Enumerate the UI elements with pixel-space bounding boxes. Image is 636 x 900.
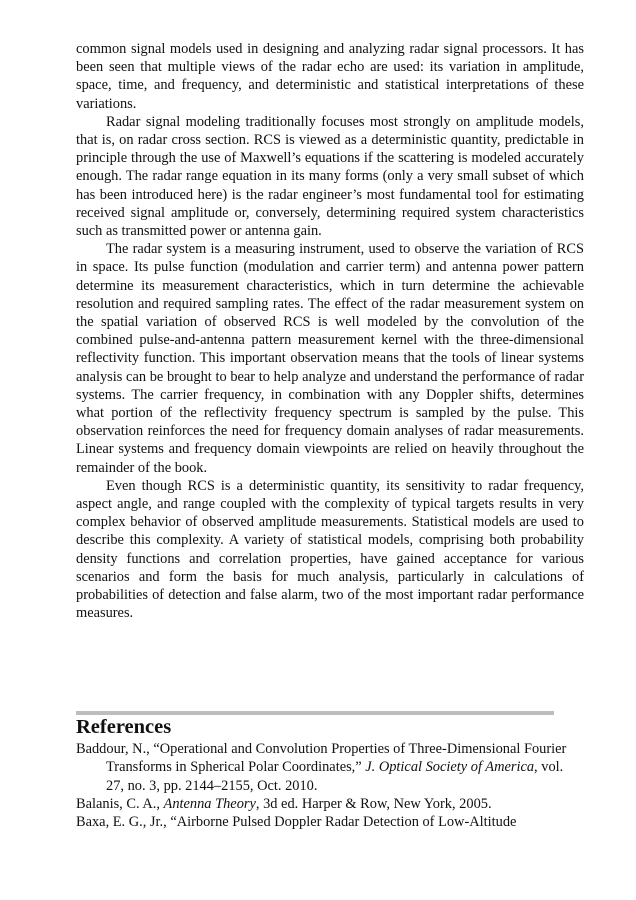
references-list [76, 740, 584, 831]
body-text [76, 40, 584, 623]
reference-text: Baxa, E. G., Jr., “Airborne Pulsed Doppler Radar Detection of Low-Altitude [76, 814, 517, 831]
reference-details: , 3d ed. Harper & Row, New York, 2005. [255, 795, 492, 812]
reference-journal: J. Optical Society of America [365, 759, 535, 776]
reference-details: , vol. 27, no. 3, pp. 2144–2155, Oct. 2010. [106, 759, 564, 794]
reference-item [76, 740, 584, 795]
body-paragraph-2: Radar signal modeling traditionally focuses most strongly on amplitude models, that is, on radar cross section. RCS is viewed as a deterministic quantity, predictable in principle through the use of Maxwell’s equations if the scattering is modeled accurately enough. The radar range equation in its many forms (only a very small subset of which has been introduced here) is the radar engineer’s most fundamental tool for estimating received signal amplitude or, conversely, determining required system characteristics such as transmitted power or antenna gain. [76, 113, 584, 240]
body-paragraph-1: common signal models used in designing and analyzing radar signal processors. It has been seen that multiple views of the radar echo are used: its variation in amplitude, space, time, and frequency, and deterministic and statistical interpretations of these variations. [76, 41, 584, 112]
reference-text: Baddour, N., “Operational and Convolution Properties of Three-Dimensional Fourier Transforms in Spherical Polar Coordinates,” [76, 741, 567, 776]
body-paragraph-4: Even though RCS is a deterministic quantity, its sensitivity to radar frequency, aspect angle, and range coupled with the complexity of typical targets results in very complex behavior of observed amplitude measurements. Statistical models are used to describe this complexity. A variety of statistical models, comprising both probability density functions and correlation properties, have gained acceptance for various scenarios and form the basis for much analysis, particularly in calculations of probabilities of detection and false alarm, two of the most important radar performance measures. [76, 477, 584, 622]
reference-book-title: Antenna Theory [163, 795, 256, 812]
body-paragraph-3: The radar system is a measuring instrument, used to observe the variation of RCS in space. Its pulse function (modulation and carrier term) and antenna power pattern determine its measurement characteristics, which in turn determine the achievable resolution and required sampling rates. The effect of the radar measurement system on the spatial variation of observed RCS is well modeled by the convolution of the combined pulse-and-antenna pattern measurement kernel with the three-dimensional reflectivity function. This important observation means that the tools of linear systems analysis can be brought to bear to help analyze and understand the performance of radar systems. The carrier frequency, in combination with any Doppler shifts, determines what portion of the reflectivity frequency spectrum is sampled by the pulse. This observation reinforces the need for frequency domain analyses of radar measurements. Linear systems and frequency domain viewpoints are relied on heavily throughout the remainder of the book. [76, 241, 584, 476]
reference-item [76, 813, 584, 831]
reference-text: Balanis, C. A., [76, 795, 164, 812]
reference-item [76, 795, 584, 813]
references-heading: References [76, 716, 172, 738]
